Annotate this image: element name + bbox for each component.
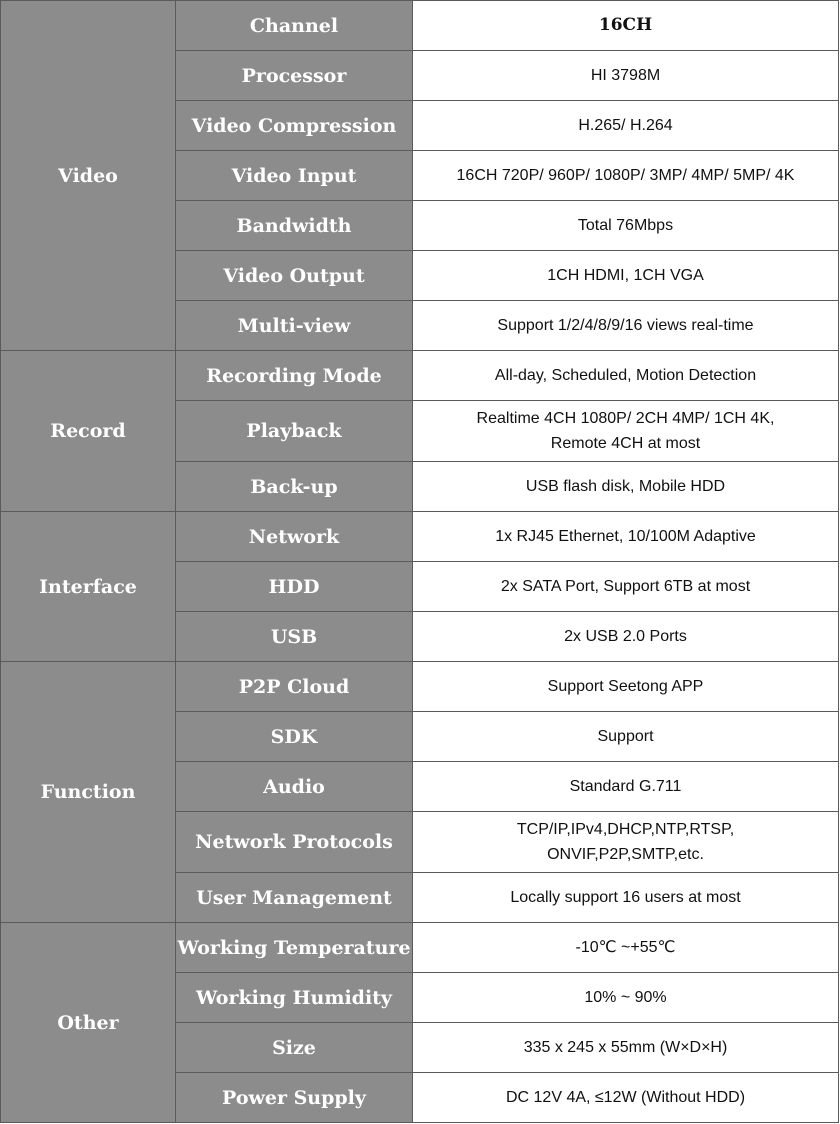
spec-value: -10℃ ~+55℃ bbox=[413, 923, 839, 973]
spec-label: Video Output bbox=[176, 251, 413, 301]
spec-value: 16CH 720P/ 960P/ 1080P/ 3MP/ 4MP/ 5MP/ 4K bbox=[413, 151, 839, 201]
spec-value: Total 76Mbps bbox=[413, 201, 839, 251]
table-row bbox=[1, 512, 839, 562]
spec-value-line: Remote 4CH at most bbox=[550, 435, 701, 452]
spec-value: H.265/ H.264 bbox=[413, 101, 839, 151]
category-interface: Interface bbox=[1, 512, 176, 662]
spec-label: User Management bbox=[176, 873, 413, 923]
spec-value: 2x SATA Port, Support 6TB at most bbox=[413, 562, 839, 612]
spec-value: Locally support 16 users at most bbox=[413, 873, 839, 923]
spec-value: All-day, Scheduled, Motion Detection bbox=[413, 351, 839, 401]
spec-label: Video Input bbox=[176, 151, 413, 201]
spec-value-line: Realtime 4CH 1080P/ 2CH 4MP/ 1CH 4K, bbox=[476, 410, 775, 427]
spec-label: Processor bbox=[176, 51, 413, 101]
spec-label: Multi-view bbox=[176, 301, 413, 351]
spec-label: Video Compression bbox=[176, 101, 413, 151]
spec-value: 16CH bbox=[413, 1, 839, 51]
spec-label: Bandwidth bbox=[176, 201, 413, 251]
spec-value: HI 3798M bbox=[413, 51, 839, 101]
spec-value: Standard G.711 bbox=[413, 762, 839, 812]
spec-label: Playback bbox=[176, 401, 413, 462]
spec-value: Support bbox=[413, 712, 839, 762]
spec-label: USB bbox=[176, 612, 413, 662]
spec-label: Network Protocols bbox=[176, 812, 413, 873]
spec-value: Support Seetong APP bbox=[413, 662, 839, 712]
category-function: Function bbox=[1, 662, 176, 923]
spec-value: 1x RJ45 Ethernet, 10/100M Adaptive bbox=[413, 512, 839, 562]
spec-value bbox=[413, 401, 839, 462]
spec-label: Working Temperature bbox=[176, 923, 413, 973]
spec-label: HDD bbox=[176, 562, 413, 612]
spec-value-line: TCP/IP,IPv4,DHCP,NTP,RTSP, bbox=[516, 821, 735, 838]
spec-label: Power Supply bbox=[176, 1073, 413, 1123]
spec-value: 2x USB 2.0 Ports bbox=[413, 612, 839, 662]
spec-value: USB flash disk, Mobile HDD bbox=[413, 462, 839, 512]
spec-label: Back-up bbox=[176, 462, 413, 512]
table-row bbox=[1, 351, 839, 401]
spec-value bbox=[413, 812, 839, 873]
spec-value: DC 12V 4A, ≤12W (Without HDD) bbox=[413, 1073, 839, 1123]
spec-value: 1CH HDMI, 1CH VGA bbox=[413, 251, 839, 301]
spec-label: P2P Cloud bbox=[176, 662, 413, 712]
spec-label: Audio bbox=[176, 762, 413, 812]
spec-label: Size bbox=[176, 1023, 413, 1073]
category-video: Video bbox=[1, 1, 176, 351]
spec-value: Support 1/2/4/8/9/16 views real-time bbox=[413, 301, 839, 351]
spec-value: 10% ~ 90% bbox=[413, 973, 839, 1023]
spec-label: Working Humidity bbox=[176, 973, 413, 1023]
spec-label: Network bbox=[176, 512, 413, 562]
table-row bbox=[1, 662, 839, 712]
spec-label: Channel bbox=[176, 1, 413, 51]
spec-value-line: ONVIF,P2P,SMTP,etc. bbox=[547, 846, 704, 863]
table-row bbox=[1, 1, 839, 51]
category-record: Record bbox=[1, 351, 176, 512]
category-other: Other bbox=[1, 923, 176, 1123]
spec-value: 335 x 245 x 55mm (W×D×H) bbox=[413, 1023, 839, 1073]
spec-label: SDK bbox=[176, 712, 413, 762]
spec-label: Recording Mode bbox=[176, 351, 413, 401]
table-row bbox=[1, 923, 839, 973]
